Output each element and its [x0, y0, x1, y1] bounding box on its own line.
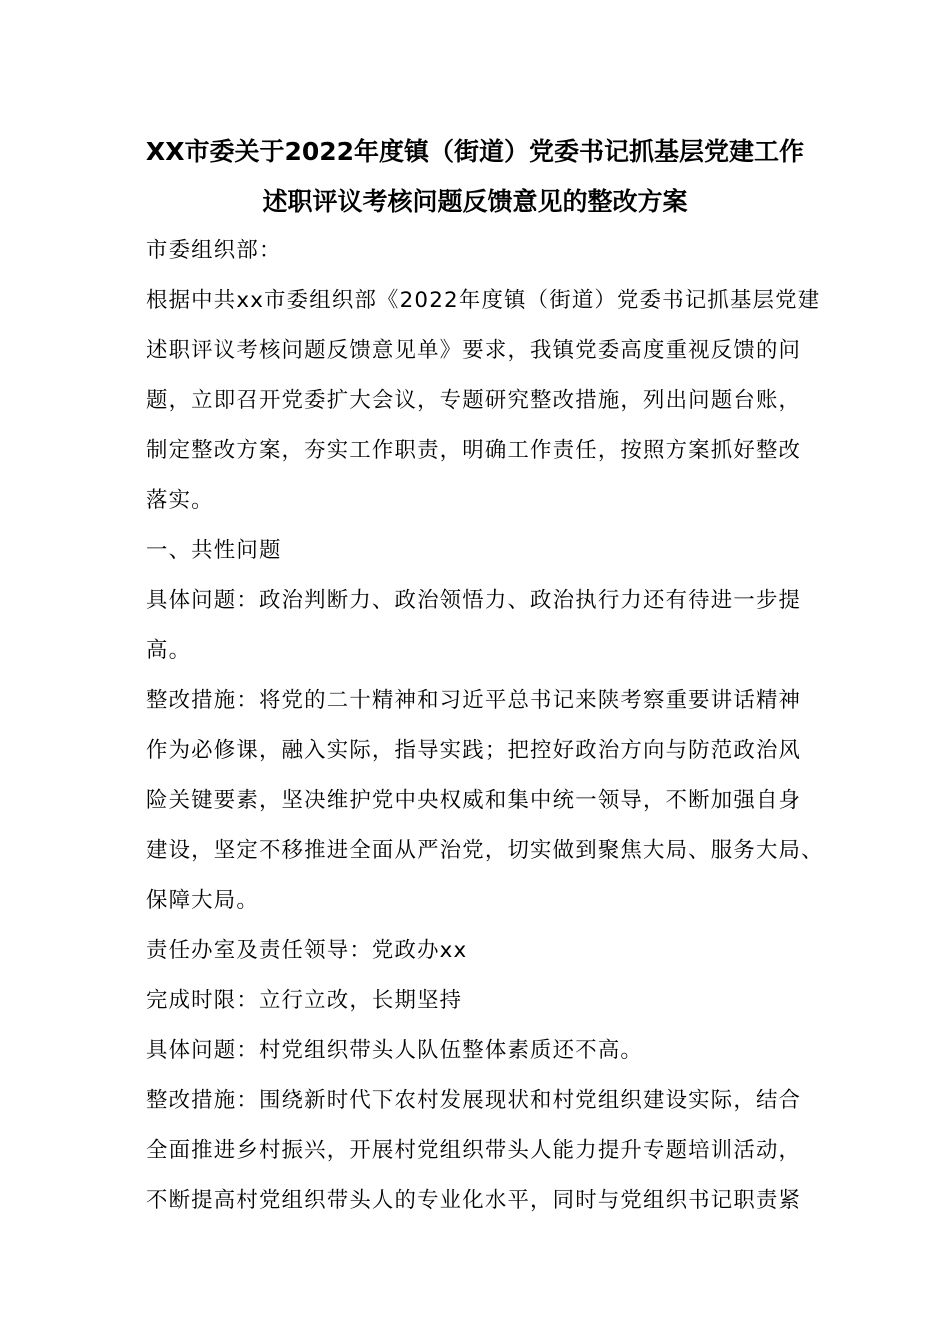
- salutation: 市委组织部：: [146, 238, 282, 263]
- body-line: 作为必修课，融入实际，指导实践；把控好政治方向与防范政治风: [146, 738, 802, 763]
- section-heading: 一、共性问题: [146, 538, 282, 563]
- body-line: 高。: [146, 638, 192, 663]
- document-title-line-1: XX市委关于2022年度镇（街道）党委书记抓基层党建工作: [145, 137, 805, 166]
- body-line: 落实。: [146, 488, 214, 513]
- body-line: 整改措施：围绕新时代下农村发展现状和村党组织建设实际，结合: [146, 1088, 802, 1113]
- body-line: 述职评议考核问题反馈意见单》要求，我镇党委高度重视反馈的问: [146, 338, 802, 363]
- body-line: 具体问题：村党组织带头人队伍整体素质还不高。: [146, 1038, 643, 1063]
- body-line: 保障大局。: [146, 888, 259, 913]
- body-line: 整改措施：将党的二十精神和习近平总书记来陕考察重要讲话精神: [146, 688, 802, 713]
- body-line: 建设，坚定不移推进全面从严治党，切实做到聚焦大局、服务大局、: [146, 838, 824, 863]
- body-line: 险关键要素，坚决维护党中央权威和集中统一领导，不断加强自身: [146, 788, 802, 813]
- body-line: 制定整改方案，夯实工作职责，明确工作责任，按照方案抓好整改: [146, 438, 802, 463]
- body-line: 根据中共xx市委组织部《2022年度镇（街道）党委书记抓基层党建: [146, 288, 821, 313]
- body-line: 不断提高村党组织带头人的专业化水平，同时与党组织书记职责紧: [146, 1188, 802, 1213]
- body-line: 责任办室及责任领导：党政办xx: [146, 938, 468, 963]
- body-line: 全面推进乡村振兴，开展村党组织带头人能力提升专题培训活动，: [146, 1138, 802, 1163]
- document-title-line-2: 述职评议考核问题反馈意见的整改方案: [262, 187, 688, 216]
- body-line: 题，立即召开党委扩大会议，专题研究整改措施，列出问题台账，: [146, 388, 802, 413]
- body-line: 完成时限：立行立改，长期坚持: [146, 988, 463, 1013]
- body-line: 具体问题：政治判断力、政治领悟力、政治执行力还有待进一步提: [146, 588, 802, 613]
